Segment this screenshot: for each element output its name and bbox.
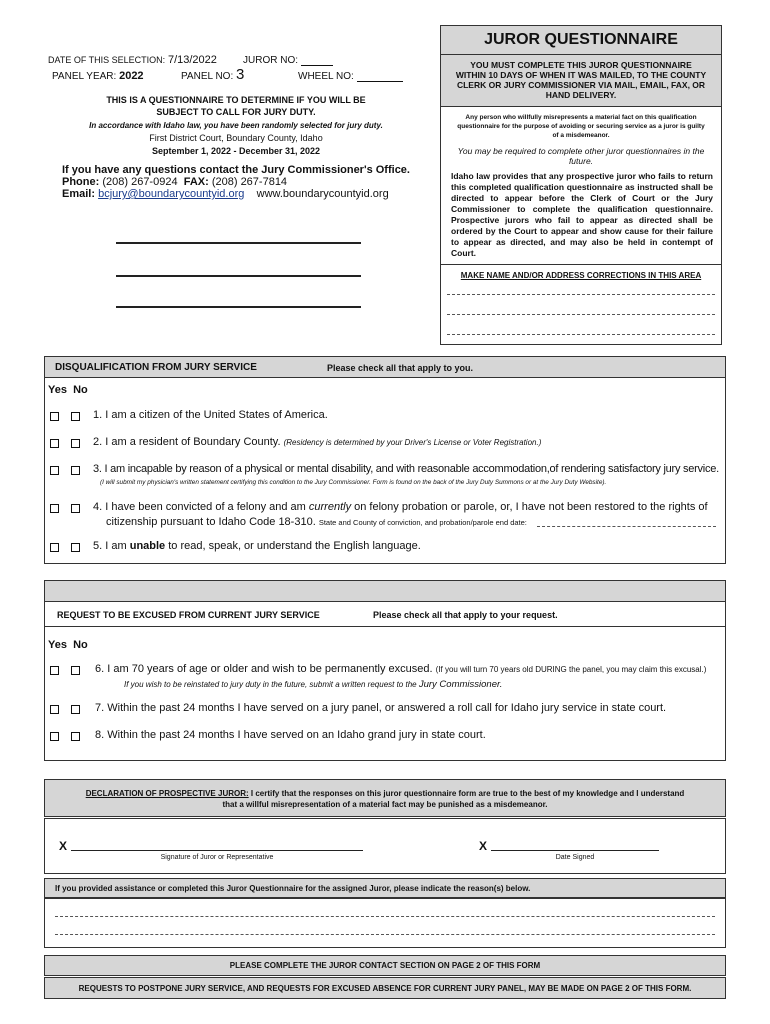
excuse-8-no-checkbox[interactable]	[71, 732, 80, 741]
wheel-no-label: WHEEL NO:	[298, 71, 354, 82]
idaho-law-notice: Idaho law provides that any prospective juror who fails to return this completed qualification questionnaire as instructed shall be directed to appear before the Clerk of Court or the Jury Commissioner to complete the qualification questionnaire. Prospective jurors who fail to appear as directed shall be ordered by the Court to appear and show cause for their failure to appear as directed, and may also be held in contempt of Court.	[451, 171, 713, 258]
intro-line-2: SUBJECT TO CALL FOR JURY DUTY.	[156, 107, 316, 117]
disq-yes-no	[48, 384, 88, 396]
declaration-box	[44, 779, 726, 817]
conviction-details-line[interactable]	[537, 526, 716, 527]
address-line-2[interactable]	[116, 275, 361, 277]
declaration-label: DECLARATION OF PROSPECTIVE JUROR:	[85, 789, 249, 798]
disq-3-note: (I will submit my physician's written statement certifying this condition to the Jury Commissioner. Form is found on the back of the Jury Duty Summons or at the Jury Duty Website).	[100, 479, 607, 486]
intro-law: In accordance with Idaho law, you have been randomly selected for jury duty.	[89, 121, 383, 130]
excuse-7-yes-checkbox[interactable]	[50, 705, 59, 714]
excuse-8-num: 8.	[95, 729, 105, 741]
juror-no-field[interactable]	[301, 65, 333, 66]
questions-contact: If you have any questions contact the Jury Commissioner's Office.	[62, 164, 410, 176]
disq-1-num: 1.	[93, 409, 103, 421]
juror-no	[243, 55, 333, 66]
disq-5-num: 5.	[93, 540, 103, 552]
email-link[interactable]: bcjury@boundarycountyid.org	[98, 188, 245, 200]
excuse-top-bar	[44, 580, 726, 602]
assistance-line-1[interactable]	[55, 916, 715, 917]
panel-year-label: PANEL YEAR:	[52, 71, 117, 82]
court-name: First District Court, Boundary County, Idaho	[149, 133, 323, 143]
excuse-6-yes-checkbox[interactable]	[50, 666, 59, 675]
disq-2-note: (Residency is determined by your Driver's License or Voter Registration.)	[283, 438, 542, 447]
intro-line-1: THIS IS A QUESTIONNAIRE TO DETERMINE IF YOU WILL BE	[106, 95, 366, 105]
panel-no	[181, 66, 244, 83]
disq-2-yes-checkbox[interactable]	[50, 439, 59, 448]
disq-3-num: 3.	[93, 463, 102, 475]
misrepresent-notice: Any person who willfully misrepresents a material fact on this qualification questionnaire for the purpose of avoiding or securing service as a juror is guilty of a misdemeanor.	[457, 114, 705, 139]
excuse-7-no-checkbox[interactable]	[71, 705, 80, 714]
selection-date	[48, 54, 217, 66]
disq-1-yes-checkbox[interactable]	[50, 412, 59, 421]
selection-date-label: DATE OF THIS SELECTION:	[48, 55, 166, 65]
date-x: X	[479, 839, 488, 853]
phone-label: Phone:	[62, 176, 100, 188]
wheel-no-field[interactable]	[357, 81, 403, 82]
excuse-6-note-line	[124, 679, 502, 690]
disq-4-text-c: citizenship pursuant to Idaho Code 18-310.	[106, 516, 316, 528]
assistance-line-2[interactable]	[55, 934, 715, 935]
disq-4-note: State and County of conviction, and probation/parole end date:	[318, 518, 527, 527]
wheel-no	[298, 71, 403, 82]
declaration-text-1: I certify that the responses on this juror questionnaire form are true to the best of my knowledge and I understand	[250, 789, 685, 798]
disqualification-header	[45, 357, 725, 378]
disq-no-label: No	[73, 384, 88, 396]
disqualification-instruction: Please check all that apply to you.	[327, 363, 474, 373]
excuse-7-text: Within the past 24 months I have served on a jury panel, or answered a roll call for Idaho jury service in state court.	[107, 702, 667, 714]
panel-year	[52, 70, 144, 82]
phone-fax	[62, 176, 287, 188]
excuse-yes-label: Yes	[48, 639, 67, 651]
panel-title: JUROR QUESTIONNAIRE	[484, 31, 678, 48]
excuse-8-text: Within the past 24 months I have served on an Idaho grand jury in state court.	[107, 729, 486, 741]
disqualification-title: DISQUALIFICATION FROM JURY SERVICE	[55, 362, 257, 373]
excuse-8-yes-checkbox[interactable]	[50, 732, 59, 741]
signature-line[interactable]	[71, 850, 363, 851]
disq-3-no-checkbox[interactable]	[71, 466, 80, 475]
disq-4-line-2	[106, 516, 716, 528]
corrections-label: MAKE NAME AND/OR ADDRESS CORRECTIONS IN THIS AREA	[460, 271, 702, 280]
signature-label: Signature of Juror or Representative	[160, 854, 274, 861]
assistance-area	[44, 898, 726, 948]
declaration-text	[45, 780, 725, 810]
juror-questionnaire-panel	[440, 25, 722, 345]
disq-3-yes-checkbox[interactable]	[50, 466, 59, 475]
panel-no-label: PANEL NO:	[181, 71, 234, 82]
excuse-7-num: 7.	[95, 702, 105, 714]
fax-value: (208) 267-7814	[211, 176, 288, 188]
excuse-6-no-checkbox[interactable]	[71, 666, 80, 675]
phone-value: (208) 267-0924	[102, 176, 178, 188]
disq-4-text-a: I have been convicted of a felony and am	[105, 501, 306, 513]
disq-4-text-b: on felony probation or parole, or, I have not been restored to the rights of	[354, 501, 708, 513]
address-line-1[interactable]	[116, 242, 361, 244]
corrections-line-3[interactable]	[447, 334, 715, 335]
disq-2-num: 2.	[93, 436, 103, 448]
assistance-text: If you provided assistance or completed this Juror Questionnaire for the assigned Juror, please indicate the reason(s) below.	[55, 884, 531, 893]
disq-1-text: I am a citizen of the United States of America.	[105, 409, 328, 421]
corrections-line-2[interactable]	[447, 314, 715, 315]
footer-contact-note: PLEASE COMPLETE THE JUROR CONTACT SECTION ON PAGE 2 OF THIS FORM	[44, 955, 726, 976]
juror-no-label: JUROR NO:	[243, 55, 298, 66]
panel-dates: September 1, 2022 - December 31, 2022	[151, 146, 321, 156]
email-label: Email:	[62, 188, 96, 200]
disq-2-no-checkbox[interactable]	[71, 439, 80, 448]
excuse-6-note: If you wish to be reinstated to jury duty in the future, submit a written request to the	[124, 680, 417, 689]
selection-date-value: 7/13/2022	[167, 54, 217, 66]
intro-heading	[60, 94, 412, 118]
excuse-header	[45, 602, 725, 627]
panel-title-bar	[441, 26, 721, 55]
corrections-area	[441, 264, 721, 280]
disq-4-no-checkbox[interactable]	[71, 504, 80, 513]
excuse-yes-no	[48, 639, 88, 651]
date-signed-line[interactable]	[491, 850, 659, 851]
panel-no-value: 3	[236, 66, 245, 83]
disq-1-no-checkbox[interactable]	[71, 412, 80, 421]
excuse-instruction: Please check all that apply to your request.	[373, 610, 558, 620]
signature-box	[44, 818, 726, 874]
excuse-6-aside: (If you will turn 70 years old DURING the panel, you may claim this excusal.)	[435, 665, 707, 674]
disqualification-section	[44, 356, 726, 564]
disq-5-text-strong: unable	[129, 540, 166, 552]
excuse-6-text: I am 70 years of age or older and wish to be permanently excused.	[107, 663, 433, 675]
disq-4-num: 4.	[93, 501, 103, 513]
disq-5-text-a: I am	[105, 540, 127, 552]
excuse-6-note-em: Jury Commissioner.	[418, 679, 503, 690]
excuse-no-label: No	[73, 639, 88, 651]
disq-5-no-checkbox[interactable]	[71, 543, 80, 552]
must-complete-notice: YOU MUST COMPLETE THIS JUROR QUESTIONNAIRE WITHIN 10 DAYS OF WHEN IT WAS MAILED, TO THE COUNTY CLERK OR JURY COMMISSIONER VIA MAIL, EMAIL, FAX, OR HAND DELIVERY.	[441, 55, 721, 107]
declaration-text-2: that a willful misrepresentation of a material fact may be punished as a misdemeanor.	[222, 800, 548, 809]
disq-yes-label: Yes	[48, 384, 67, 396]
address-line-3[interactable]	[116, 306, 361, 308]
disq-3-text: I am incapable by reason of a physical or mental disability, and with reasonable accommodation,of rendering satisfactory jury service.	[104, 463, 719, 475]
corrections-line-1[interactable]	[447, 294, 715, 295]
other-questionnaires: You may be required to complete other juror questionnaires in the future.	[457, 146, 705, 166]
signature-x: X	[59, 839, 68, 853]
excuse-6-num: 6.	[95, 663, 105, 675]
assistance-header	[44, 878, 726, 898]
disq-5-yes-checkbox[interactable]	[50, 543, 59, 552]
excuse-title: REQUEST TO BE EXCUSED FROM CURRENT JURY SERVICE	[57, 610, 320, 620]
website-text: www.boundarycountyid.org	[256, 188, 389, 200]
disq-4-yes-checkbox[interactable]	[50, 504, 59, 513]
email-website	[62, 188, 389, 200]
footer-postpone-note: REQUESTS TO POSTPONE JURY SERVICE, AND REQUESTS FOR EXCUSED ABSENCE FOR CURRENT JURY PANEL, MAY BE MADE ON PAGE 2 OF THIS FORM.	[44, 977, 726, 999]
disq-2-text: I am a resident of Boundary County.	[105, 436, 281, 448]
panel-year-value: 2022	[119, 70, 144, 82]
fax-label: FAX:	[183, 176, 209, 188]
disq-5-text-b: to read, speak, or understand the English language.	[168, 540, 421, 552]
date-signed-label: Date Signed	[555, 854, 595, 861]
disq-4-text-em: currently	[308, 501, 352, 513]
